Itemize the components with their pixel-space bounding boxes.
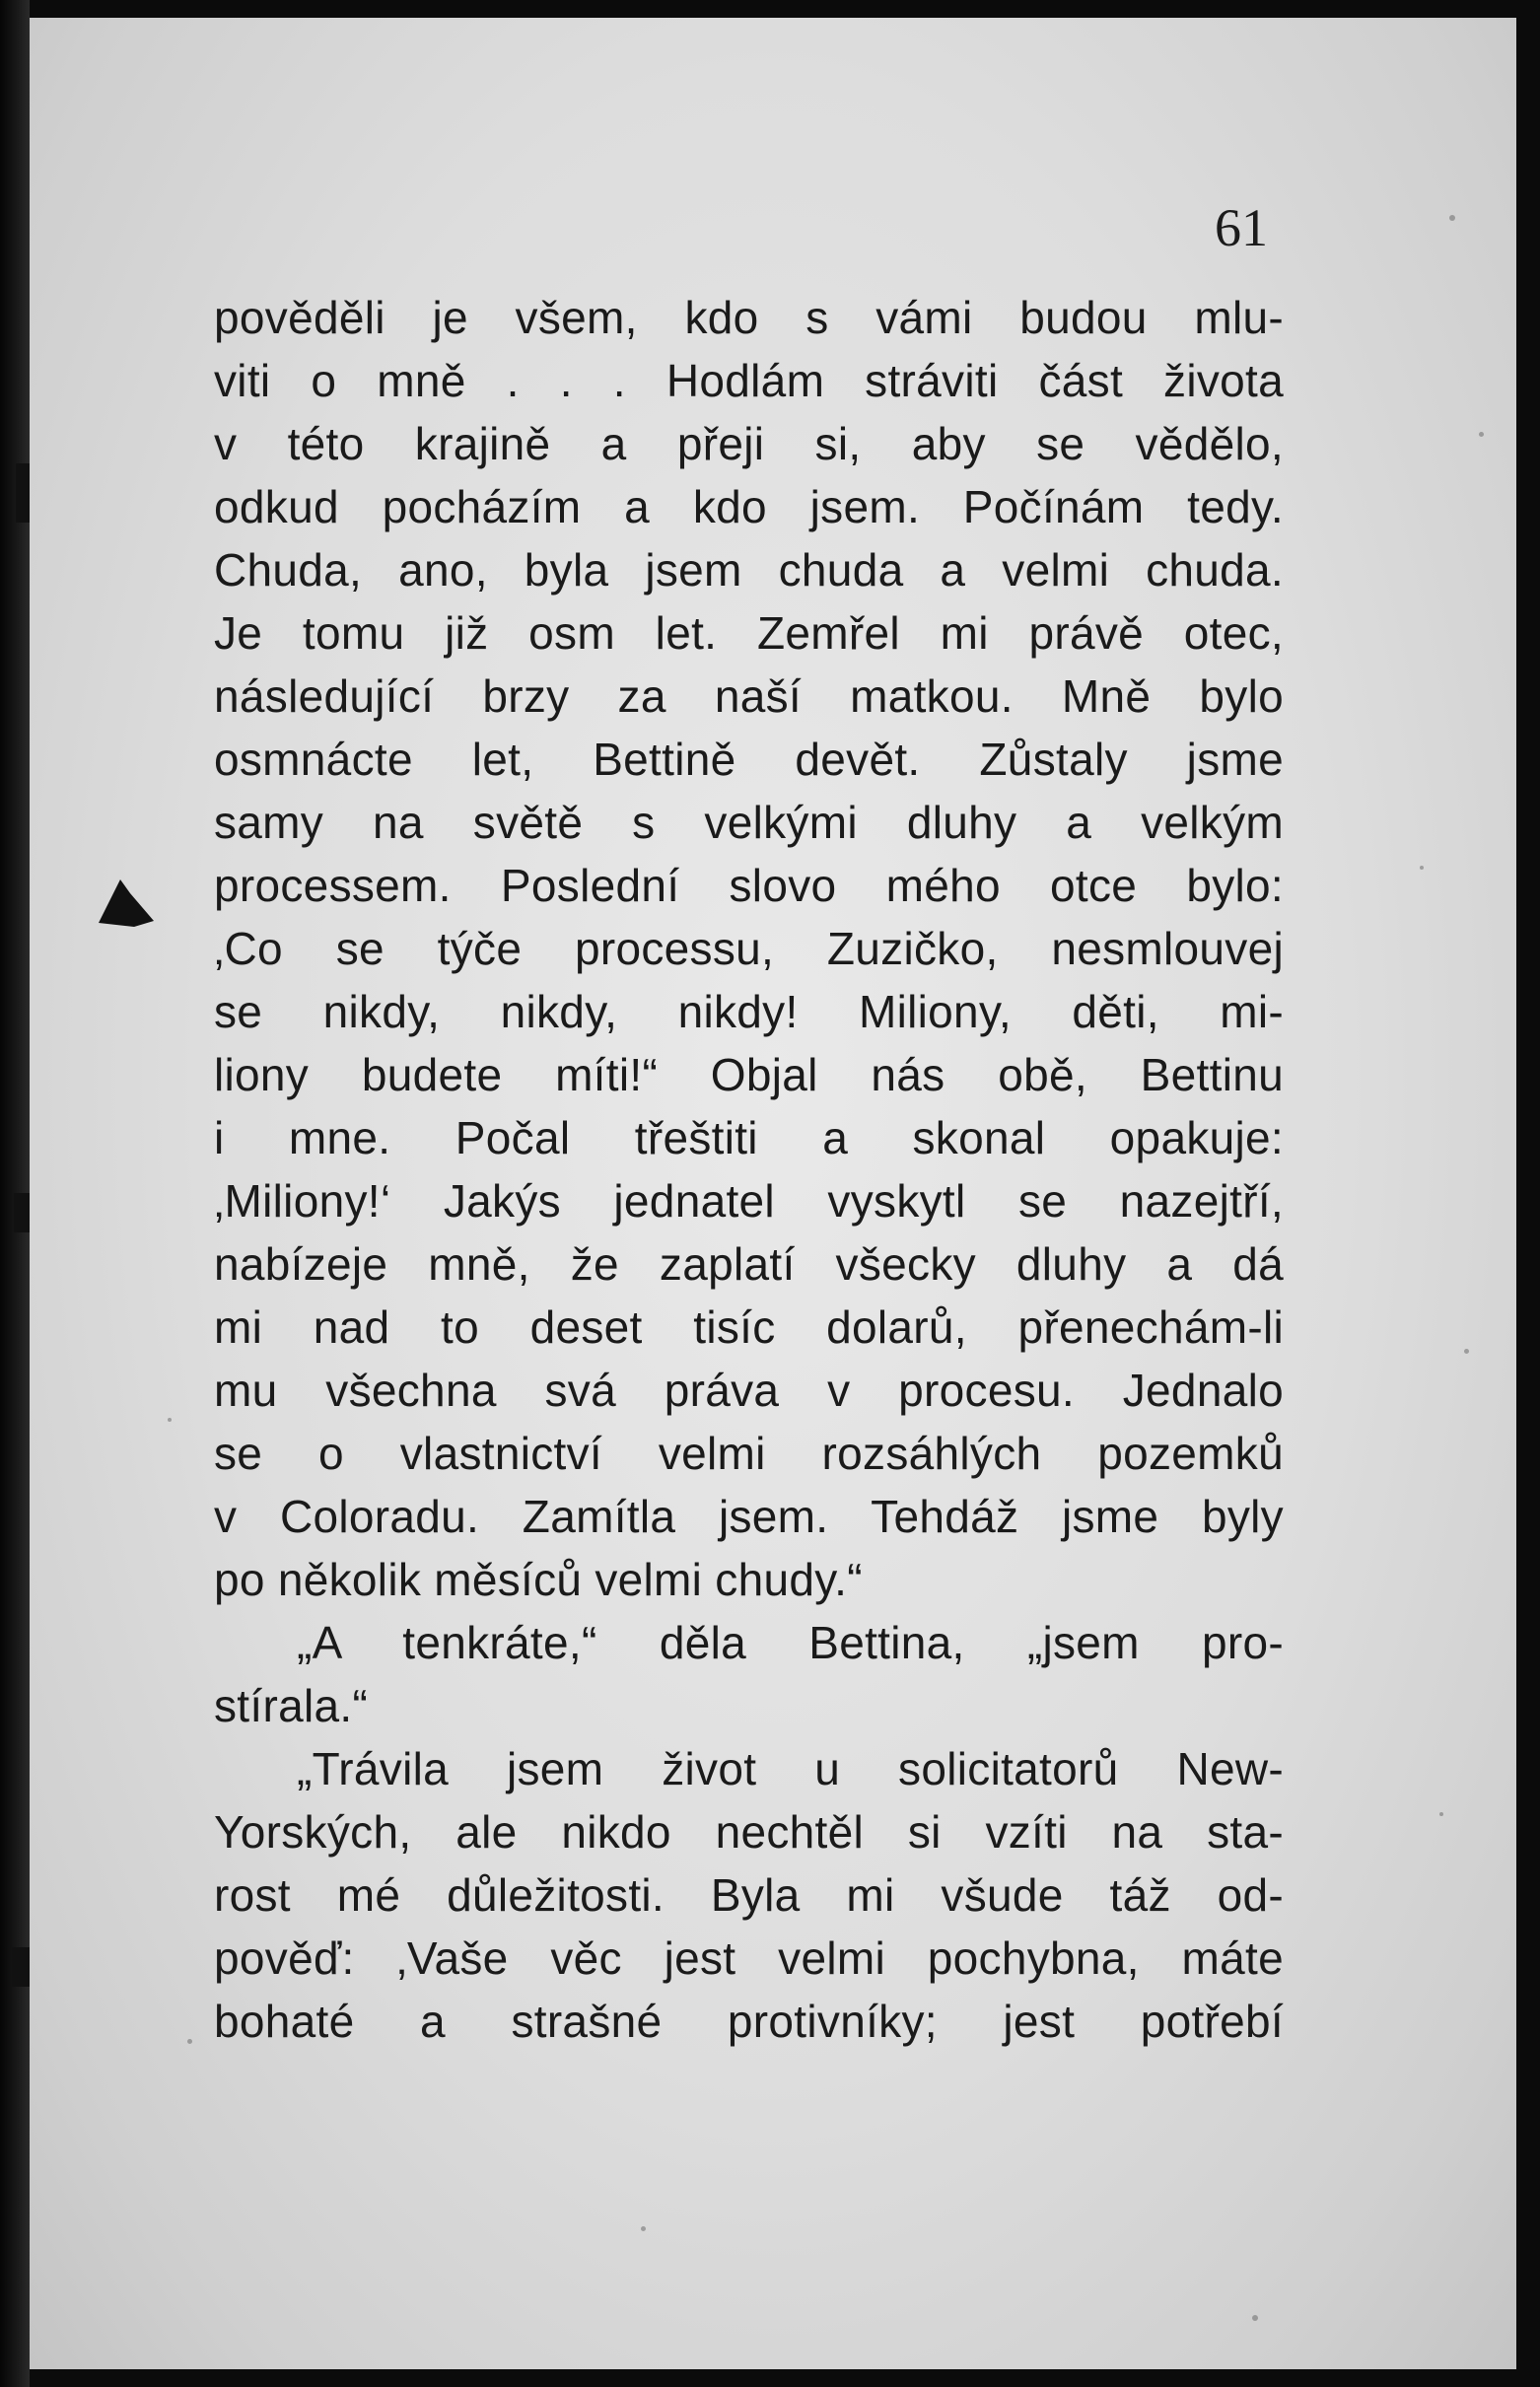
text-line: následující brzy za naší matkou. Mně bylo <box>214 670 1284 722</box>
edge-mark <box>14 1193 30 1232</box>
edge-mark <box>16 463 30 523</box>
text-line: mu všechna svá práva v procesu. Jednalo <box>214 1365 1284 1416</box>
edge-mark <box>12 1947 30 1987</box>
paper-speckle <box>168 1418 172 1422</box>
text-line: Je tomu již osm let. Zemřel mi právě otec, <box>214 607 1284 659</box>
text-line: nabízeje mně, že zaplatí všecky dluhy a dá <box>214 1238 1284 1290</box>
paper-speckle <box>1479 432 1484 437</box>
text-line: stírala.“ <box>214 1680 369 1731</box>
paper-speckle <box>1449 215 1455 221</box>
body-text <box>214 286 1284 2053</box>
text-line: Yorských, ale nikdo nechtěl si vzíti na sta- <box>214 1806 1284 1858</box>
text-line: „Trávila jsem život u solicitatorů New- <box>297 1743 1284 1794</box>
text-line: Chuda, ano, byla jsem chuda a velmi chuda. <box>214 544 1284 596</box>
text-line: pověděli je všem, kdo s vámi budou mlu- <box>214 292 1284 343</box>
text-line: ‚Miliony!‘ Jakýs jednatel vyskytl se nazejtří, <box>214 1175 1284 1227</box>
text-line: viti o mně . . . Hodlám stráviti část života <box>214 355 1284 406</box>
paper-speckle <box>1439 1812 1443 1816</box>
text-line: po několik měsíců velmi chudy.“ <box>214 1554 863 1605</box>
paper-speckle <box>1464 1349 1469 1354</box>
text-line: mi nad to deset tisíc dolarů, přenechám-li <box>214 1301 1284 1353</box>
text-line: v této krajině a přeji si, aby se vědělo, <box>214 418 1284 469</box>
text-line: se nikdy, nikdy, nikdy! Miliony, děti, mi- <box>214 986 1284 1037</box>
text-line: osmnácte let, Bettině devět. Zůstaly jsme <box>214 734 1284 785</box>
page-number: 61 <box>1215 198 1268 257</box>
paper-speckle <box>641 2226 646 2231</box>
text-line: rost mé důležitosti. Byla mi všude táž od- <box>214 1869 1284 1921</box>
paper-speckle <box>1420 866 1424 870</box>
text-line: samy na světě s velkými dluhy a velkým <box>214 797 1284 848</box>
text-line: se o vlastnictví velmi rozsáhlých pozemků <box>214 1428 1284 1479</box>
text-line: processem. Poslední slovo mého otce bylo: <box>214 860 1284 911</box>
text-line: pověď: ‚Vaše věc jest velmi pochybna, máte <box>214 1932 1284 1984</box>
ink-blot <box>91 874 160 933</box>
text-line: bohaté a strašné protivníky; jest potřebí <box>214 1996 1284 2047</box>
text-line: odkud pocházím a kdo jsem. Počínám tedy. <box>214 481 1284 532</box>
paper-speckle <box>187 2039 192 2044</box>
text-line: v Coloradu. Zamítla jsem. Tehdáž jsme byly <box>214 1491 1284 1542</box>
text-line: liony budete míti!“ Objal nás obě, Bettinu <box>214 1049 1284 1100</box>
text-line: „A tenkráte,“ děla Bettina, „jsem pro- <box>297 1617 1284 1668</box>
text-line: ‚Co se týče processu, Zuzičko, nesmlouvej <box>214 923 1284 974</box>
text-line: i mne. Počal třeštiti a skonal opakuje: <box>214 1112 1284 1163</box>
paper-speckle <box>1252 2315 1258 2321</box>
